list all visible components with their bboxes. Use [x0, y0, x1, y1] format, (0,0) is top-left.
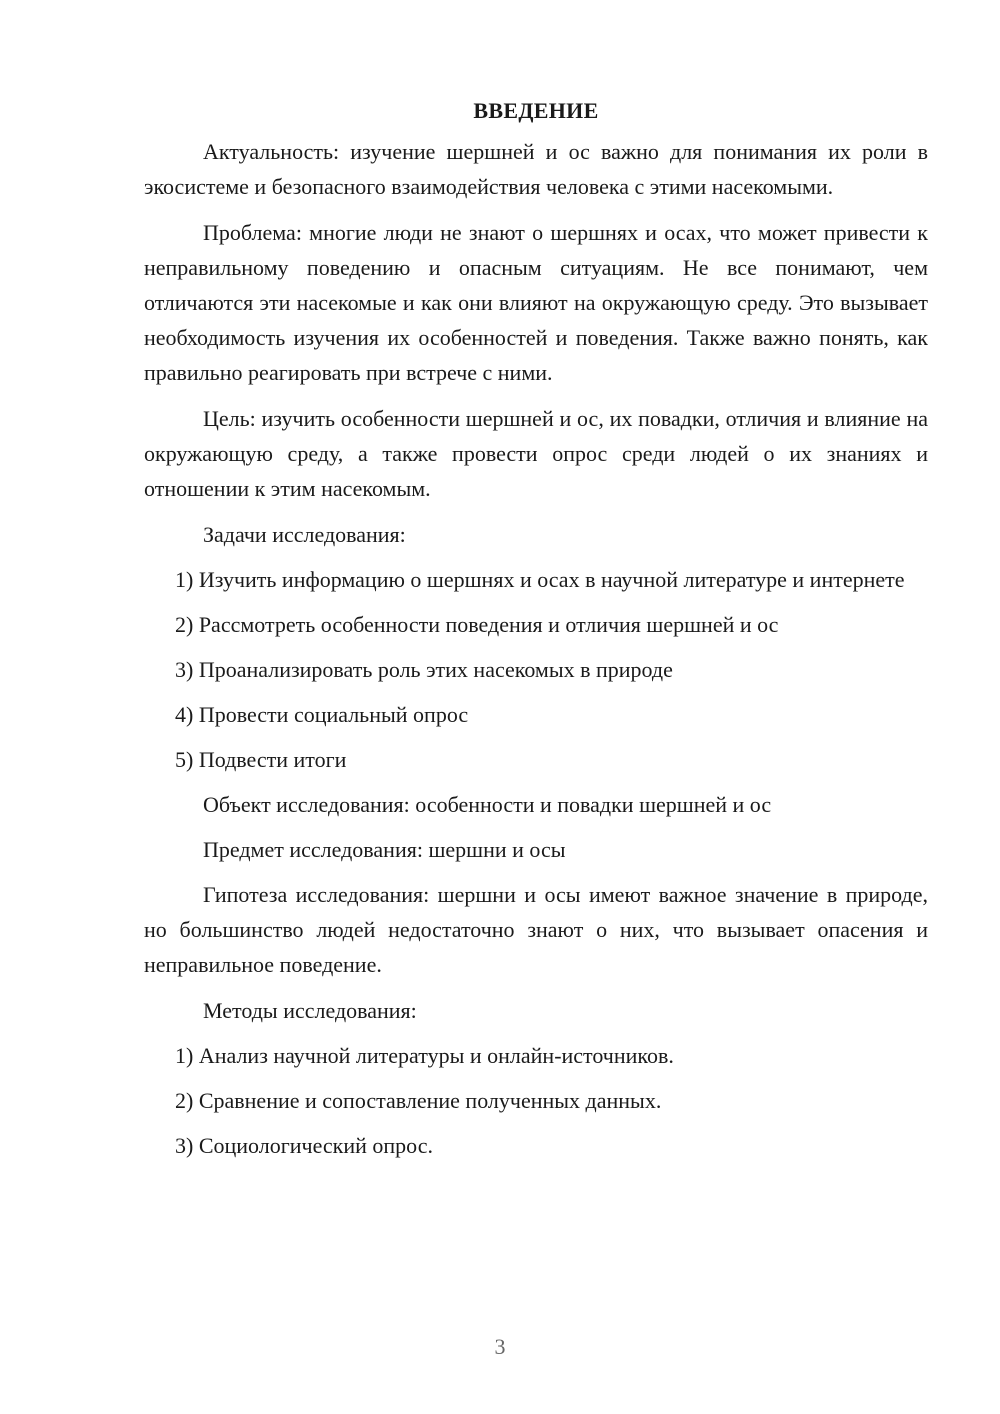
list-item: 1) Изучить информацию о шершнях и осах в научной литературе и интернете	[175, 567, 905, 592]
paragraph-object: Объект исследования: особенности и повадки шершней и ос	[203, 792, 772, 817]
list-item: 1) Анализ научной литературы и онлайн-источников.	[175, 1043, 674, 1068]
paragraph-subject: Предмет исследования: шершни и осы	[203, 837, 566, 862]
page-content	[144, 96, 928, 1173]
tasks-heading: Задачи исследования:	[203, 522, 406, 547]
tasks-list	[144, 562, 928, 777]
list-item: 4) Провести социальный опрос	[175, 702, 469, 727]
methods-heading: Методы исследования:	[203, 998, 417, 1023]
methods-list	[144, 1038, 928, 1163]
list-item: 3) Проанализировать роль этих насекомых в природе	[175, 657, 673, 682]
paragraph-hypothesis: Гипотеза исследования: шершни и осы имеют важное значение в природе, но большинство людей недостаточно знают о них, что вызывает опасения и неправильное поведение.	[144, 882, 928, 977]
list-item: 5) Подвести итоги	[175, 747, 347, 772]
section-title: ВВЕДЕНИЕ	[473, 98, 599, 123]
paragraph-relevance: Актуальность: изучение шершней и ос важно для понимания их роли в экосистеме и безопасного взаимодействия человека с этими насекомыми.	[144, 139, 928, 199]
paragraph-problem: Проблема: многие люди не знают о шершнях и осах, что может привести к неправильному поведению и опасным ситуациям. Не все понимают, чем отличаются эти насекомые и как они влияют на окружающую среду. Это вызывает необходимость изучения их особенностей и поведения. Также важно понять, как правильно реагировать при встрече с ними.	[144, 220, 928, 385]
paragraph-goal: Цель: изучить особенности шершней и ос, их повадки, отличия и влияние на окружающую среду, а также провести опрос среди людей о их знаниях и отношении к этим насекомым.	[144, 406, 928, 501]
list-item: 3) Социологический опрос.	[175, 1133, 433, 1158]
list-item: 2) Рассмотреть особенности поведения и отличия шершней и ос	[175, 612, 779, 637]
list-item: 2) Сравнение и сопоставление полученных данных.	[175, 1088, 662, 1113]
page-number: 3	[494, 1334, 506, 1359]
